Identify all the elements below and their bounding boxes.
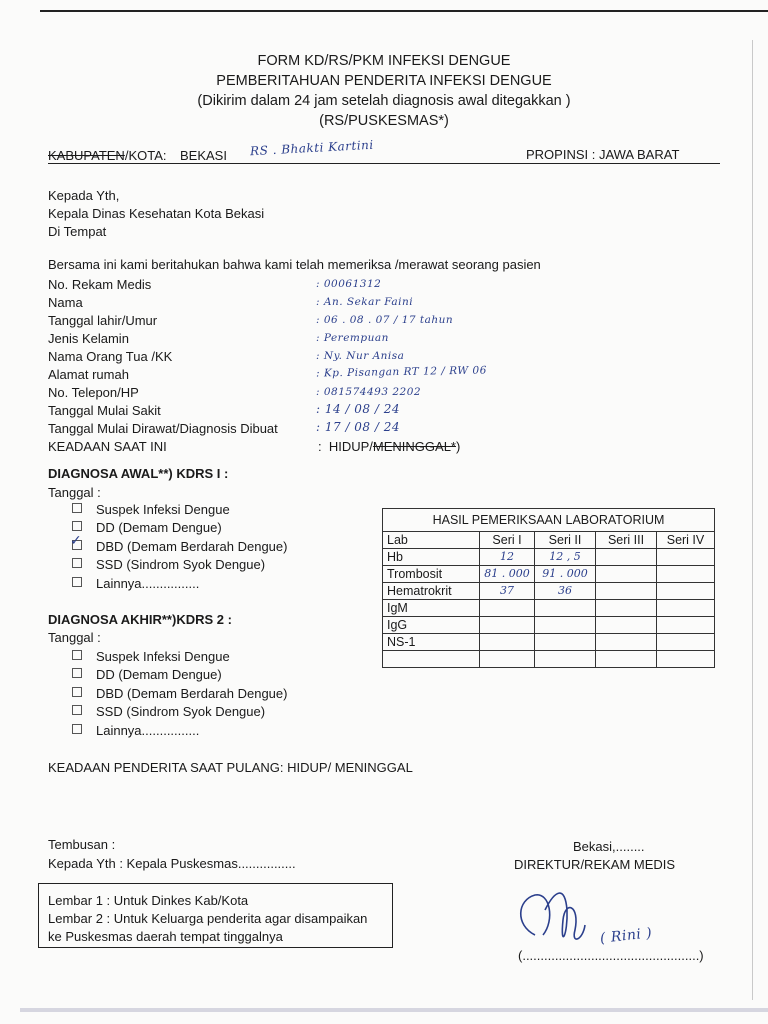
lab-header: Seri II bbox=[535, 532, 596, 549]
checkbox-icon[interactable] bbox=[72, 558, 82, 568]
diagnosa-akhir-option[interactable]: DD (Demam Dengue) bbox=[72, 666, 222, 683]
lembar-2: Lembar 2 : Untuk Keluarga penderita agar disampaikan bbox=[48, 911, 368, 926]
table-row bbox=[383, 651, 715, 668]
checkbox-icon[interactable] bbox=[72, 503, 82, 513]
lab-cell bbox=[383, 651, 480, 668]
diagnosa-awal-option[interactable]: Suspek Infeksi Dengue bbox=[72, 501, 230, 518]
lab-cell bbox=[657, 549, 715, 566]
lab-cell: Hb bbox=[383, 549, 480, 566]
lab-cell: Trombosit bbox=[383, 566, 480, 583]
field-telepon-value: : 081574493 2202 bbox=[316, 386, 422, 398]
lab-cell: Hematrokrit bbox=[383, 583, 480, 600]
table-row bbox=[383, 532, 715, 549]
diagnosa-awal-option[interactable]: Lainnya................ bbox=[72, 575, 199, 592]
form-title-2: PEMBERITAHUAN PENDERITA INFEKSI DENGUE bbox=[216, 73, 552, 89]
field-telepon-label: No. Telepon/HP bbox=[48, 385, 139, 400]
signature-line: (.................................................) bbox=[518, 948, 704, 963]
field-nama-label: Nama bbox=[48, 295, 83, 310]
table-row bbox=[383, 549, 715, 566]
kabupaten-kota-label: KABUPATEN/KOTA: bbox=[48, 148, 167, 163]
lab-cell bbox=[657, 651, 715, 668]
checkbox-icon[interactable] bbox=[72, 705, 82, 715]
field-jenis-kelamin-label: Jenis Kelamin bbox=[48, 331, 129, 346]
lab-cell bbox=[596, 583, 657, 600]
lembar-2-cont: ke Puskesmas daerah tempat tinggalnya bbox=[48, 929, 283, 944]
field-tanggal-lahir-label: Tanggal lahir/Umur bbox=[48, 313, 158, 328]
diagnosa-awal-tanggal: Tanggal : bbox=[48, 485, 101, 500]
lab-cell bbox=[657, 617, 715, 634]
header-rule bbox=[48, 163, 720, 164]
table-row bbox=[383, 566, 715, 583]
lab-header: Seri I bbox=[480, 532, 535, 549]
scan-edge-top bbox=[40, 10, 768, 12]
tembusan-label: Tembusan : bbox=[48, 837, 116, 852]
lab-results-table bbox=[382, 508, 715, 668]
kepala-dinas: Kepala Dinas Kesehatan Kota Bekasi bbox=[48, 206, 265, 221]
lab-cell: NS-1 bbox=[383, 634, 480, 651]
checkbox-icon[interactable] bbox=[72, 668, 82, 678]
diagnosa-awal-title: DIAGNOSA AWAL**) KDRS I : bbox=[48, 466, 229, 481]
form-title-4: (RS/PUSKESMAS*) bbox=[319, 113, 449, 129]
field-orang-tua-value: : Ny. Nur Anisa bbox=[316, 350, 405, 362]
lab-cell bbox=[596, 634, 657, 651]
diagnosa-akhir-tanggal: Tanggal : bbox=[48, 630, 101, 645]
checkbox-icon[interactable] bbox=[72, 650, 82, 660]
kepada-yth: Kepada Yth, bbox=[48, 188, 120, 203]
field-alamat-value: : Kp. Pisangan RT 12 / RW 06 bbox=[315, 364, 487, 380]
keadaan-saat-ini-label: KEADAAN SAAT INI bbox=[48, 439, 167, 454]
field-rekam-medis-value: : 00061312 bbox=[316, 278, 382, 290]
form-title-3: (Dikirim dalam 24 jam setelah diagnosis awal ditegakkan ) bbox=[197, 93, 571, 109]
direktur-label: DIREKTUR/REKAM MEDIS bbox=[514, 857, 676, 872]
lab-cell bbox=[535, 651, 596, 668]
checkbox-icon[interactable] bbox=[72, 577, 82, 587]
checkbox-icon[interactable] bbox=[70, 533, 82, 550]
lab-cell: 37 bbox=[480, 583, 535, 600]
table-row bbox=[383, 600, 715, 617]
diagnosa-akhir-option[interactable]: Suspek Infeksi Dengue bbox=[72, 648, 230, 665]
bekasi-date: Bekasi,........ bbox=[573, 839, 645, 854]
lab-cell bbox=[657, 600, 715, 617]
diagnosa-akhir-option[interactable]: Lainnya................ bbox=[72, 722, 199, 739]
scan-edge-bottom bbox=[20, 1008, 768, 1012]
table-row bbox=[383, 634, 715, 651]
lab-cell: 12 , 5 bbox=[535, 549, 596, 566]
lab-cell bbox=[480, 634, 535, 651]
lab-cell: IgM bbox=[383, 600, 480, 617]
lab-table-title: HASIL PEMERIKSAAN LABORATORIUM bbox=[383, 509, 715, 532]
lab-header: Seri III bbox=[596, 532, 657, 549]
kota-value: BEKASI bbox=[180, 148, 227, 163]
lab-cell bbox=[657, 566, 715, 583]
table-row bbox=[383, 617, 715, 634]
field-rekam-medis-label: No. Rekam Medis bbox=[48, 277, 152, 292]
lab-cell bbox=[596, 617, 657, 634]
form-title-1: FORM KD/RS/PKM INFEKSI DENGUE bbox=[257, 53, 511, 69]
field-mulai-dirawat-value: : 17 / 08 / 24 bbox=[316, 420, 401, 434]
field-orang-tua-label: Nama Orang Tua /KK bbox=[48, 349, 173, 364]
lab-cell bbox=[535, 600, 596, 617]
diagnosa-awal-option[interactable]: ✓ DBD (Demam Berdarah Dengue) bbox=[70, 533, 288, 554]
lab-cell bbox=[480, 600, 535, 617]
lab-cell bbox=[596, 549, 657, 566]
scan-edge-right bbox=[752, 40, 753, 1000]
keadaan-saat-ini-value: : HIDUP/MENINGGAL*) bbox=[318, 439, 461, 454]
lab-cell bbox=[596, 600, 657, 617]
field-mulai-sakit-label: Tanggal Mulai Sakit bbox=[48, 403, 161, 418]
keadaan-pulang: KEADAAN PENDERITA SAAT PULANG: HIDUP/ MENINGGAL bbox=[48, 760, 413, 775]
diagnosa-akhir-title: DIAGNOSA AKHIR**)KDRS 2 : bbox=[48, 612, 232, 627]
lab-cell bbox=[535, 617, 596, 634]
di-tempat: Di Tempat bbox=[48, 224, 107, 239]
diagnosa-akhir-option[interactable]: DBD (Demam Berdarah Dengue) bbox=[72, 685, 287, 702]
kepada-puskesmas: Kepada Yth : Kepala Puskesmas................ bbox=[48, 856, 296, 871]
lab-cell bbox=[657, 634, 715, 651]
lab-cell: IgG bbox=[383, 617, 480, 634]
lab-cell bbox=[535, 634, 596, 651]
field-nama-value: : An. Sekar Faini bbox=[316, 296, 414, 308]
propinsi: PROPINSI : JAWA BARAT bbox=[526, 147, 680, 162]
lab-cell bbox=[596, 651, 657, 668]
diagnosa-awal-option[interactable]: DD (Demam Dengue) bbox=[72, 519, 222, 536]
field-jenis-kelamin-value: : Perempuan bbox=[316, 332, 389, 344]
checkbox-icon[interactable] bbox=[72, 724, 82, 734]
lab-cell bbox=[596, 566, 657, 583]
diagnosa-akhir-option[interactable]: SSD (Sindrom Syok Dengue) bbox=[72, 703, 265, 720]
lab-cell: 91 . 000 bbox=[535, 566, 596, 583]
signature-name: ( Rini ) bbox=[599, 925, 654, 947]
lab-header: Seri IV bbox=[657, 532, 715, 549]
checkmark-icon: ✓ bbox=[70, 533, 82, 549]
lab-cell: 36 bbox=[535, 583, 596, 600]
lab-cell bbox=[480, 617, 535, 634]
checkbox-icon[interactable] bbox=[72, 521, 82, 531]
field-alamat-label: Alamat rumah bbox=[48, 367, 129, 382]
lab-cell bbox=[480, 651, 535, 668]
intro-text: Bersama ini kami beritahukan bahwa kami telah memeriksa /merawat seorang pasien bbox=[48, 257, 541, 272]
lab-cell bbox=[657, 583, 715, 600]
lembar-1: Lembar 1 : Untuk Dinkes Kab/Kota bbox=[48, 893, 249, 908]
lab-cell: 12 bbox=[480, 549, 535, 566]
lab-header: Lab bbox=[383, 532, 480, 549]
diagnosa-awal-option[interactable]: SSD (Sindrom Syok Dengue) bbox=[72, 556, 265, 573]
checkbox-icon[interactable] bbox=[72, 687, 82, 697]
table-row bbox=[383, 583, 715, 600]
rs-handwritten: RS . Bhakti Kartini bbox=[249, 137, 375, 159]
field-tanggal-lahir-value: : 06 . 08 . 07 / 17 tahun bbox=[316, 314, 454, 326]
lab-cell: 81 . 000 bbox=[480, 566, 535, 583]
field-mulai-sakit-value: : 14 / 08 / 24 bbox=[316, 402, 401, 416]
field-mulai-dirawat-label: Tanggal Mulai Dirawat/Diagnosis Dibuat bbox=[48, 421, 278, 436]
